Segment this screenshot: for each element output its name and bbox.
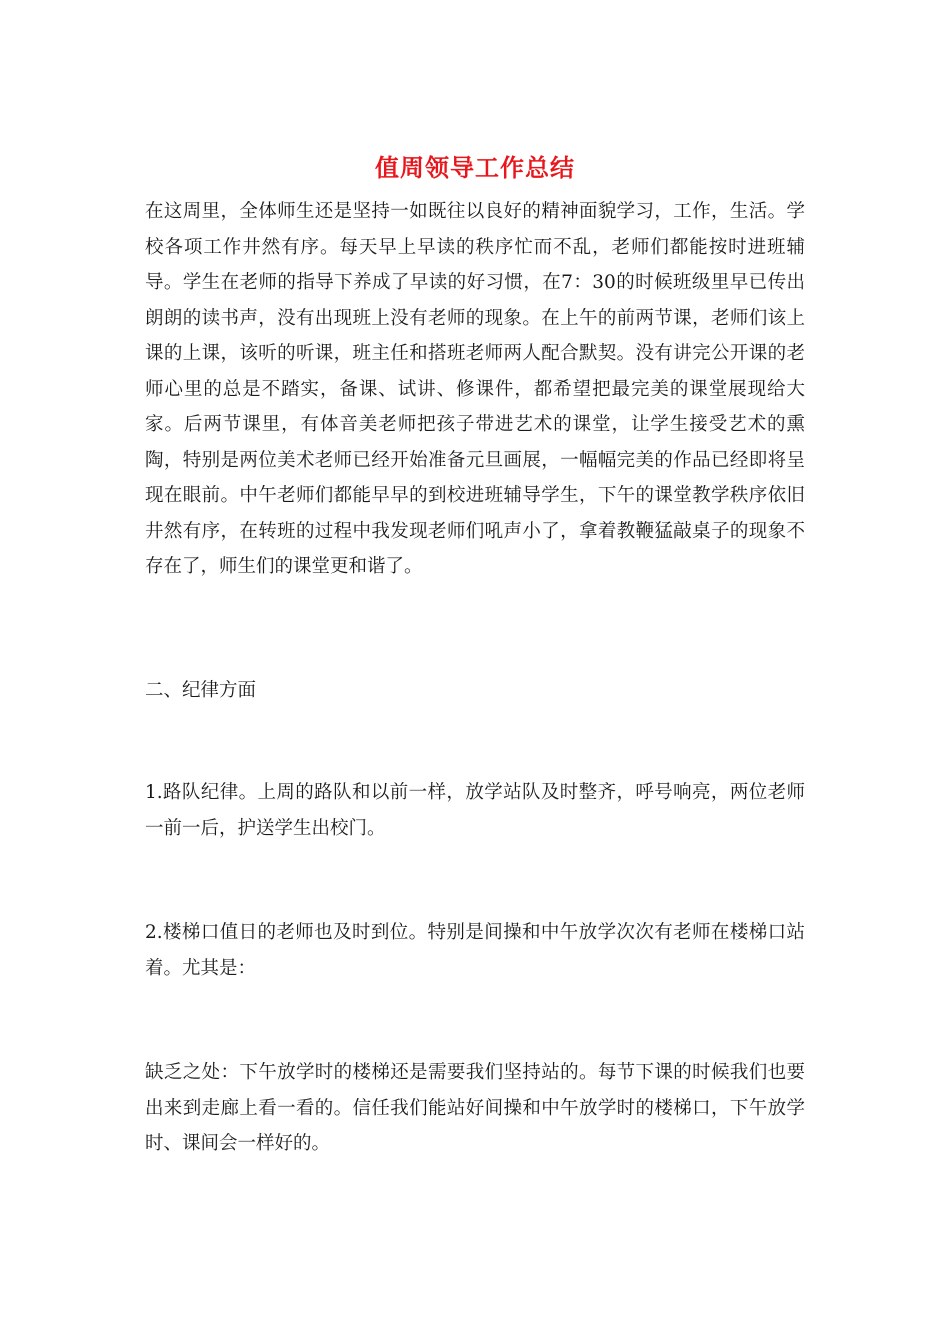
section-heading-discipline: 二、纪律方面 — [145, 680, 257, 701]
item-paragraph-stairway-duty: 2.楼梯口值日的老师也及时到位。特别是间操和中午放学次次有老师在楼梯口站着。尤其是： — [145, 922, 805, 979]
document-title: 值周领导工作总结 — [375, 153, 575, 182]
intro-paragraph: 在这周里，全体师生还是坚持一如既往以良好的精神面貌学习，工作，生活。学校各项工作井然有序。每天早上早读的秩序忙而不乱，老师们都能按时进班辅导。学生在老师的指导下养成了早读的好习惯，在7：30的时候班级里早已传出朗朗的读书声，没有出现班上没有老师的现象。在上午的前两节课，老师们该上课的上课，该听的听课，班主任和搭班老师两人配合默契。没有讲完公开课的老师心里的总是不踏实，备课、试讲、修课件，都希望把最完美的课堂展现给大家。后两节课里，有体音美老师把孩子带进艺术的课堂，让学生接受艺术的熏陶，特别是两位美术老师已经开始准备元旦画展，一幅幅完美的作品已经即将呈现在眼前。中午老师们都能早早的到校进班辅导学生，下午的课堂教学秩序依旧井然有序，在转班的过程中我发现老师们吼声小了，拿着教鞭猛敲桌子的现象不存在了，师生们的课堂更和谐了。 — [145, 201, 805, 577]
shortcomings-paragraph: 缺乏之处：下午放学时的楼梯还是需要我们坚持站的。每节下课的时候我们也要出来到走廊上看一看的。信任我们能站好间操和中午放学时的楼梯口，下午放学时、课间会一样好的。 — [145, 1062, 805, 1154]
item-paragraph-route-discipline: 1.路队纪律。上周的路队和以前一样，放学站队及时整齐，呼号响亮，两位老师一前一后，护送学生出校门。 — [145, 782, 805, 839]
